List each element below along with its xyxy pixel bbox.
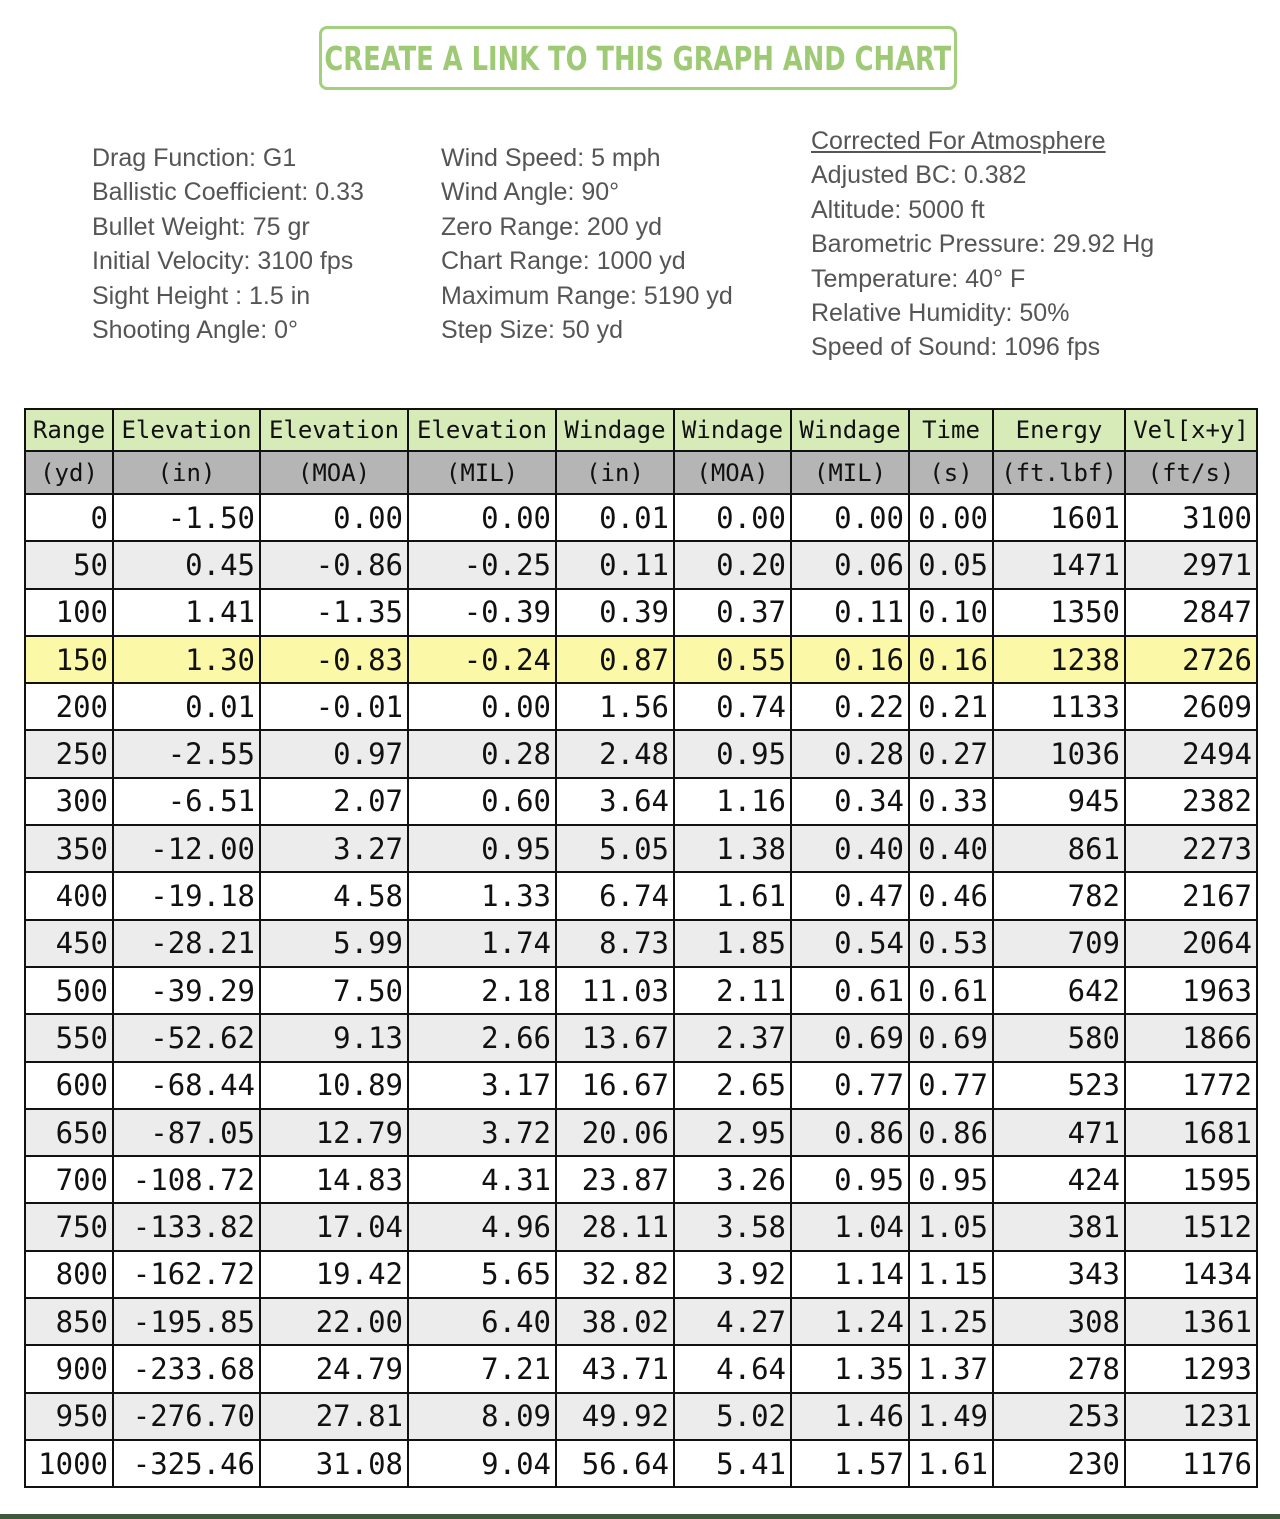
cell-elevation-in: -28.21	[113, 920, 260, 967]
cell-elevation-mil: 4.31	[408, 1156, 556, 1203]
header-elevation-moa: Elevation	[260, 409, 408, 451]
table-row	[25, 1203, 1257, 1250]
cell-windage-in: 8.73	[556, 920, 674, 967]
cell-windage-mil: 0.54	[791, 920, 909, 967]
cell-windage-in: 0.39	[556, 589, 674, 636]
unit-range: (yd)	[25, 451, 113, 494]
cell-windage-moa: 0.74	[674, 683, 791, 730]
cell-elevation-mil: 0.00	[408, 683, 556, 730]
cell-velocity: 2609	[1125, 683, 1257, 730]
param-drag-function: Drag Function: G1	[92, 144, 297, 172]
header-windage-mil: Windage	[791, 409, 909, 451]
cell-time: 1.15	[909, 1251, 993, 1298]
cell-time: 0.46	[909, 872, 993, 919]
cell-velocity: 2847	[1125, 589, 1257, 636]
cell-range: 900	[25, 1345, 113, 1392]
cell-time: 0.69	[909, 1014, 993, 1061]
cell-energy: 523	[993, 1062, 1125, 1109]
cell-time: 1.61	[909, 1440, 993, 1487]
cell-windage-mil: 0.47	[791, 872, 909, 919]
unit-elevation-in: (in)	[113, 451, 260, 494]
cell-time: 0.53	[909, 920, 993, 967]
table-row	[25, 1345, 1257, 1392]
cell-time: 0.40	[909, 825, 993, 872]
cell-velocity: 2382	[1125, 778, 1257, 825]
param-adjusted-bc: Adjusted BC: 0.382	[811, 161, 1027, 190]
cell-elevation-moa: -0.86	[260, 541, 408, 588]
cell-time: 1.05	[909, 1203, 993, 1250]
cell-elevation-in: -325.46	[113, 1440, 260, 1487]
cell-range: 150	[25, 636, 113, 683]
cell-windage-moa: 1.16	[674, 778, 791, 825]
cell-range: 650	[25, 1109, 113, 1156]
cell-velocity: 1512	[1125, 1203, 1257, 1250]
table-row	[25, 494, 1257, 541]
cell-windage-in: 56.64	[556, 1440, 674, 1487]
cell-energy: 1471	[993, 541, 1125, 588]
cell-windage-in: 49.92	[556, 1393, 674, 1440]
cell-range: 100	[25, 589, 113, 636]
cell-elevation-mil: 3.17	[408, 1062, 556, 1109]
table-row	[25, 589, 1257, 636]
cell-time: 1.49	[909, 1393, 993, 1440]
cell-velocity: 2494	[1125, 730, 1257, 777]
table-row	[25, 683, 1257, 730]
cell-elevation-in: -1.50	[113, 494, 260, 541]
cell-windage-moa: 2.65	[674, 1062, 791, 1109]
cell-windage-in: 23.87	[556, 1156, 674, 1203]
cell-windage-in: 0.87	[556, 636, 674, 683]
cell-elevation-in: -233.68	[113, 1345, 260, 1392]
header-windage-moa: Windage	[674, 409, 791, 451]
cell-energy: 343	[993, 1251, 1125, 1298]
cell-velocity: 2971	[1125, 541, 1257, 588]
cell-energy: 945	[993, 778, 1125, 825]
cell-time: 1.37	[909, 1345, 993, 1392]
cell-range: 700	[25, 1156, 113, 1203]
cell-range: 350	[25, 825, 113, 872]
cell-windage-moa: 3.92	[674, 1251, 791, 1298]
cell-windage-moa: 4.64	[674, 1345, 791, 1392]
cell-energy: 424	[993, 1156, 1125, 1203]
cell-velocity: 1176	[1125, 1440, 1257, 1487]
cell-windage-moa: 1.61	[674, 872, 791, 919]
wind-params-column	[441, 141, 733, 347]
cell-time: 0.05	[909, 541, 993, 588]
cell-elevation-moa: 24.79	[260, 1345, 408, 1392]
cell-elevation-mil: 0.95	[408, 825, 556, 872]
cell-elevation-moa: 3.27	[260, 825, 408, 872]
cell-elevation-mil: -0.39	[408, 589, 556, 636]
cell-velocity: 1772	[1125, 1062, 1257, 1109]
cell-elevation-moa: 17.04	[260, 1203, 408, 1250]
cell-elevation-mil: 3.72	[408, 1109, 556, 1156]
cell-elevation-moa: -0.01	[260, 683, 408, 730]
cell-elevation-mil: 6.40	[408, 1298, 556, 1345]
cell-elevation-moa: 9.13	[260, 1014, 408, 1061]
cell-energy: 471	[993, 1109, 1125, 1156]
cell-time: 0.27	[909, 730, 993, 777]
cell-elevation-mil: 8.09	[408, 1393, 556, 1440]
cell-elevation-moa: 4.58	[260, 872, 408, 919]
cell-energy: 1601	[993, 494, 1125, 541]
cell-windage-moa: 5.02	[674, 1393, 791, 1440]
cell-energy: 308	[993, 1298, 1125, 1345]
cell-windage-in: 38.02	[556, 1298, 674, 1345]
cell-range: 300	[25, 778, 113, 825]
header-time: Time	[909, 409, 993, 451]
cell-time: 0.10	[909, 589, 993, 636]
cell-energy: 1350	[993, 589, 1125, 636]
cell-range: 0	[25, 494, 113, 541]
cell-elevation-mil: 1.74	[408, 920, 556, 967]
cell-elevation-moa: 0.00	[260, 494, 408, 541]
cell-elevation-mil: 7.21	[408, 1345, 556, 1392]
cell-energy: 278	[993, 1345, 1125, 1392]
cell-range: 50	[25, 541, 113, 588]
cell-elevation-moa: -0.83	[260, 636, 408, 683]
bullet-params-column	[92, 141, 364, 347]
param-relative-humidity: Relative Humidity: 50%	[811, 299, 1070, 328]
cell-windage-mil: 0.11	[791, 589, 909, 636]
cell-windage-mil: 0.34	[791, 778, 909, 825]
cell-velocity: 2167	[1125, 872, 1257, 919]
table-row	[25, 730, 1257, 777]
cell-time: 1.25	[909, 1298, 993, 1345]
param-barometric-pressure: Barometric Pressure: 29.92 Hg	[811, 230, 1155, 259]
cell-elevation-moa: 10.89	[260, 1062, 408, 1109]
cell-range: 550	[25, 1014, 113, 1061]
cell-energy: 253	[993, 1393, 1125, 1440]
cell-windage-mil: 1.14	[791, 1251, 909, 1298]
cell-windage-moa: 0.95	[674, 730, 791, 777]
cell-windage-moa: 0.00	[674, 494, 791, 541]
cell-elevation-in: 0.45	[113, 541, 260, 588]
cell-range: 750	[25, 1203, 113, 1250]
table-body	[25, 494, 1257, 1487]
header-velocity: Vel[x+y]	[1125, 409, 1257, 451]
cell-windage-mil: 0.22	[791, 683, 909, 730]
header-elevation-in: Elevation	[113, 409, 260, 451]
unit-elevation-mil: (MIL)	[408, 451, 556, 494]
cell-windage-in: 0.11	[556, 541, 674, 588]
param-initial-velocity: Initial Velocity: 3100 fps	[92, 247, 354, 276]
cell-elevation-moa: 19.42	[260, 1251, 408, 1298]
cell-range: 800	[25, 1251, 113, 1298]
table-row	[25, 541, 1257, 588]
cell-velocity: 2064	[1125, 920, 1257, 967]
cell-windage-mil: 0.00	[791, 494, 909, 541]
cell-windage-mil: 1.46	[791, 1393, 909, 1440]
param-maximum-range: Maximum Range: 5190 yd	[441, 281, 733, 310]
table-row	[25, 1440, 1257, 1487]
cell-range: 450	[25, 920, 113, 967]
table-row	[25, 872, 1257, 919]
cell-velocity: 1231	[1125, 1393, 1257, 1440]
cell-elevation-mil: 5.65	[408, 1251, 556, 1298]
header-windage-in: Windage	[556, 409, 674, 451]
cell-velocity: 2726	[1125, 636, 1257, 683]
table-row	[25, 1298, 1257, 1345]
cell-energy: 782	[993, 872, 1125, 919]
cell-windage-in: 5.05	[556, 825, 674, 872]
table-row	[25, 1014, 1257, 1061]
create-link-label: CREATE A LINK TO THIS GRAPH AND CHART	[324, 38, 952, 78]
create-link-button[interactable]	[319, 26, 957, 90]
cell-windage-moa: 1.85	[674, 920, 791, 967]
cell-elevation-in: -52.62	[113, 1014, 260, 1061]
cell-elevation-mil: -0.25	[408, 541, 556, 588]
cell-elevation-mil: 4.96	[408, 1203, 556, 1250]
cell-elevation-in: -6.51	[113, 778, 260, 825]
table-row	[25, 825, 1257, 872]
cell-elevation-moa: 0.97	[260, 730, 408, 777]
atmosphere-heading: Corrected For Atmosphere	[811, 127, 1106, 155]
param-shooting-angle: Shooting Angle: 0°	[92, 316, 298, 345]
cell-windage-mil: 0.28	[791, 730, 909, 777]
cell-windage-mil: 0.61	[791, 967, 909, 1014]
table-units-row	[25, 451, 1257, 494]
cell-windage-in: 11.03	[556, 967, 674, 1014]
cell-energy: 381	[993, 1203, 1125, 1250]
cell-elevation-mil: 2.18	[408, 967, 556, 1014]
cell-time: 0.21	[909, 683, 993, 730]
cell-windage-in: 1.56	[556, 683, 674, 730]
cell-elevation-moa: -1.35	[260, 589, 408, 636]
cell-windage-mil: 0.95	[791, 1156, 909, 1203]
cell-windage-in: 43.71	[556, 1345, 674, 1392]
cell-range: 200	[25, 683, 113, 730]
ballistics-table	[24, 408, 1258, 1488]
cell-elevation-in: -133.82	[113, 1203, 260, 1250]
cell-windage-moa: 2.37	[674, 1014, 791, 1061]
cell-windage-mil: 1.57	[791, 1440, 909, 1487]
header-elevation-mil: Elevation	[408, 409, 556, 451]
cell-energy: 642	[993, 967, 1125, 1014]
cell-velocity: 1963	[1125, 967, 1257, 1014]
cell-range: 950	[25, 1393, 113, 1440]
unit-time: (s)	[909, 451, 993, 494]
cell-windage-in: 28.11	[556, 1203, 674, 1250]
cell-elevation-in: -68.44	[113, 1062, 260, 1109]
table-row	[25, 778, 1257, 825]
cell-range: 250	[25, 730, 113, 777]
table-row	[25, 1156, 1257, 1203]
cell-elevation-in: -276.70	[113, 1393, 260, 1440]
cell-windage-moa: 0.55	[674, 636, 791, 683]
param-speed-of-sound: Speed of Sound: 1096 fps	[811, 333, 1101, 362]
cell-elevation-mil: -0.24	[408, 636, 556, 683]
cell-velocity: 1434	[1125, 1251, 1257, 1298]
table-row	[25, 920, 1257, 967]
cell-windage-moa: 2.11	[674, 967, 791, 1014]
table-row	[25, 636, 1257, 683]
cell-windage-moa: 5.41	[674, 1440, 791, 1487]
cell-time: 0.86	[909, 1109, 993, 1156]
cell-windage-mil: 0.86	[791, 1109, 909, 1156]
cell-windage-moa: 3.58	[674, 1203, 791, 1250]
cell-windage-in: 16.67	[556, 1062, 674, 1109]
cell-energy: 861	[993, 825, 1125, 872]
cell-windage-mil: 0.16	[791, 636, 909, 683]
cell-windage-moa: 0.20	[674, 541, 791, 588]
param-zero-range: Zero Range: 200 yd	[441, 212, 662, 241]
param-wind-angle: Wind Angle: 90°	[441, 178, 620, 207]
table-row	[25, 1251, 1257, 1298]
cell-windage-moa: 2.95	[674, 1109, 791, 1156]
cell-elevation-in: 1.30	[113, 636, 260, 683]
cell-range: 600	[25, 1062, 113, 1109]
cell-energy: 709	[993, 920, 1125, 967]
atmosphere-params-column	[811, 124, 1154, 365]
cell-windage-mil: 1.24	[791, 1298, 909, 1345]
cell-elevation-moa: 14.83	[260, 1156, 408, 1203]
cell-elevation-in: -2.55	[113, 730, 260, 777]
cell-range: 1000	[25, 1440, 113, 1487]
param-step-size: Step Size: 50 yd	[441, 316, 624, 345]
table-row	[25, 1062, 1257, 1109]
cell-range: 400	[25, 872, 113, 919]
cell-windage-mil: 0.77	[791, 1062, 909, 1109]
unit-windage-in: (in)	[556, 451, 674, 494]
cell-range: 850	[25, 1298, 113, 1345]
cell-elevation-mil: 9.04	[408, 1440, 556, 1487]
cell-windage-mil: 0.69	[791, 1014, 909, 1061]
cell-windage-moa: 1.38	[674, 825, 791, 872]
bottom-divider	[0, 1514, 1280, 1519]
cell-elevation-mil: 0.00	[408, 494, 556, 541]
header-energy: Energy	[993, 409, 1125, 451]
table-header-row	[25, 409, 1257, 451]
cell-velocity: 1361	[1125, 1298, 1257, 1345]
cell-windage-in: 20.06	[556, 1109, 674, 1156]
cell-windage-moa: 3.26	[674, 1156, 791, 1203]
cell-elevation-moa: 2.07	[260, 778, 408, 825]
param-sight-height: Sight Height : 1.5 in	[92, 281, 311, 310]
cell-time: 0.33	[909, 778, 993, 825]
param-temperature: Temperature: 40° F	[811, 264, 1026, 293]
cell-range: 500	[25, 967, 113, 1014]
cell-energy: 580	[993, 1014, 1125, 1061]
cell-windage-in: 3.64	[556, 778, 674, 825]
cell-velocity: 2273	[1125, 825, 1257, 872]
cell-windage-in: 13.67	[556, 1014, 674, 1061]
cell-elevation-mil: 0.28	[408, 730, 556, 777]
cell-windage-in: 0.01	[556, 494, 674, 541]
cell-energy: 1036	[993, 730, 1125, 777]
table-row	[25, 1393, 1257, 1440]
cell-windage-moa: 4.27	[674, 1298, 791, 1345]
cell-time: 0.61	[909, 967, 993, 1014]
cell-time: 0.16	[909, 636, 993, 683]
cell-elevation-moa: 22.00	[260, 1298, 408, 1345]
cell-elevation-in: -162.72	[113, 1251, 260, 1298]
param-altitude: Altitude: 5000 ft	[811, 195, 985, 224]
cell-elevation-mil: 0.60	[408, 778, 556, 825]
cell-windage-in: 6.74	[556, 872, 674, 919]
cell-elevation-moa: 7.50	[260, 967, 408, 1014]
cell-windage-mil: 0.40	[791, 825, 909, 872]
cell-elevation-moa: 27.81	[260, 1393, 408, 1440]
cell-windage-mil: 1.35	[791, 1345, 909, 1392]
table-row	[25, 1109, 1257, 1156]
cell-elevation-in: -195.85	[113, 1298, 260, 1345]
cell-elevation-in: -39.29	[113, 967, 260, 1014]
cell-elevation-in: 0.01	[113, 683, 260, 730]
cell-velocity: 1866	[1125, 1014, 1257, 1061]
cell-energy: 1133	[993, 683, 1125, 730]
cell-elevation-moa: 5.99	[260, 920, 408, 967]
cell-velocity: 3100	[1125, 494, 1257, 541]
cell-elevation-mil: 1.33	[408, 872, 556, 919]
cell-elevation-moa: 31.08	[260, 1440, 408, 1487]
param-ballistic-coefficient: Ballistic Coefficient: 0.33	[92, 178, 364, 207]
cell-velocity: 1595	[1125, 1156, 1257, 1203]
cell-windage-in: 2.48	[556, 730, 674, 777]
cell-energy: 230	[993, 1440, 1125, 1487]
cell-elevation-in: -87.05	[113, 1109, 260, 1156]
unit-windage-moa: (MOA)	[674, 451, 791, 494]
unit-elevation-moa: (MOA)	[260, 451, 408, 494]
cell-velocity: 1293	[1125, 1345, 1257, 1392]
cell-elevation-in: -12.00	[113, 825, 260, 872]
param-chart-range: Chart Range: 1000 yd	[441, 247, 686, 276]
cell-elevation-mil: 2.66	[408, 1014, 556, 1061]
cell-windage-mil: 1.04	[791, 1203, 909, 1250]
cell-time: 0.95	[909, 1156, 993, 1203]
table-row	[25, 967, 1257, 1014]
cell-elevation-moa: 12.79	[260, 1109, 408, 1156]
unit-energy: (ft.lbf)	[993, 451, 1125, 494]
cell-time: 0.77	[909, 1062, 993, 1109]
unit-velocity: (ft/s)	[1125, 451, 1257, 494]
header-range: Range	[25, 409, 113, 451]
cell-elevation-in: -19.18	[113, 872, 260, 919]
cell-windage-in: 32.82	[556, 1251, 674, 1298]
cell-elevation-in: 1.41	[113, 589, 260, 636]
cell-energy: 1238	[993, 636, 1125, 683]
cell-windage-mil: 0.06	[791, 541, 909, 588]
param-wind-speed: Wind Speed: 5 mph	[441, 144, 661, 172]
cell-elevation-in: -108.72	[113, 1156, 260, 1203]
cell-time: 0.00	[909, 494, 993, 541]
param-bullet-weight: Bullet Weight: 75 gr	[92, 212, 310, 241]
unit-windage-mil: (MIL)	[791, 451, 909, 494]
cell-velocity: 1681	[1125, 1109, 1257, 1156]
cell-windage-moa: 0.37	[674, 589, 791, 636]
